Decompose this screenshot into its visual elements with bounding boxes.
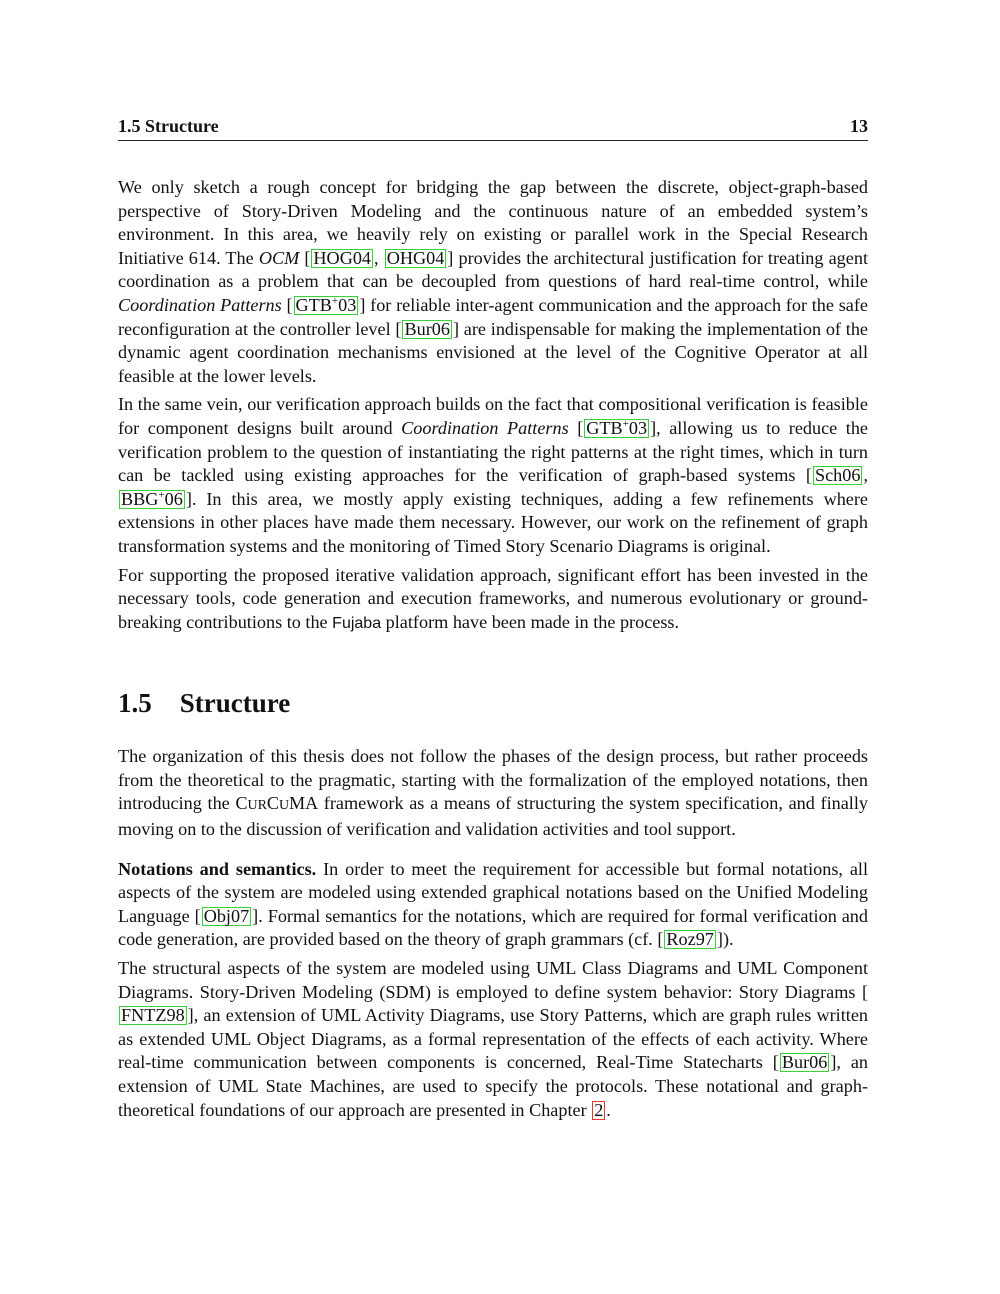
coordination-patterns-term: Coordination Patterns	[401, 417, 569, 438]
section-number: 1.5	[118, 688, 152, 719]
text: ], an extension of UML Activity Diagrams, use Story Patterns, which are graph rules written as extended UML Object Diagrams, as a formal representation of the effects of each activity. Where real-time communication between components is concerned, Real-Time Statecharts [	[118, 1005, 868, 1073]
text: In order to meet the requirement for accessible but formal notations, all aspects of the system are modeled using extended graphical notations based on the Unified Modeling Language [	[118, 858, 869, 926]
cite-text: BBG	[121, 488, 159, 509]
paragraph-1	[118, 176, 868, 388]
text: ] for reliable inter-agent communication and the approach for the safe reconfiguration at the controller level [	[118, 294, 868, 339]
cite-text: GTB	[586, 417, 623, 438]
cite-text: 03	[628, 417, 648, 438]
cite-text: 03	[338, 294, 357, 315]
page-body	[118, 176, 868, 1127]
cite-sup: +	[158, 488, 165, 501]
running-header-section: 1.5 Structure	[118, 116, 219, 136]
citation-gtb03[interactable]	[294, 296, 359, 315]
running-header	[118, 116, 868, 141]
cite-text: 06	[164, 488, 183, 509]
text: ]. In this area, we mostly apply existing techniques, adding a few refinements where extensions in other places have made them necessary. However, our work on the refinement of graph transformation systems and the monitoring of Timed Story Scenario Diagrams is original.	[118, 488, 868, 556]
text: The structural aspects of the system are modeled using UML Class Diagrams and UML Component Diagrams. Story-Driven Modeling (SDM) is employed to define system behavior: Story Diagrams [	[118, 958, 868, 1002]
citation-sch06[interactable]: Sch06	[814, 465, 861, 486]
paragraph-2	[118, 393, 868, 558]
text: In the same vein, our verification approach builds on the fact that compositional verification is feasible for component designs built around	[118, 394, 868, 438]
paragraph-5	[118, 858, 868, 952]
citation-fntz98[interactable]: FNTZ98	[121, 1005, 185, 1026]
citation-bur06[interactable]: Bur06	[781, 1052, 828, 1073]
citation-bbg06[interactable]	[119, 490, 185, 509]
text: ], an extension of UML State Machines, are used to specify the protocols. These notational and graph-theoretical foundations of our approach are presented in Chapter	[118, 1052, 868, 1120]
text: ], allowing us to reduce the verification problem to the question of instantiating the right patterns at the right times, which in turn can be tackled using existing approaches for the verification of graph-based systems [	[118, 417, 869, 486]
fujaba-name: Fujaba	[332, 614, 382, 632]
sc-letter: C	[266, 793, 279, 814]
text: framework as a means of structuring the system specification, and finally moving on to the discussion of verification and validation activities and tool support.	[118, 793, 868, 840]
section-title: Structure	[179, 688, 291, 719]
cite-sup: +	[622, 417, 629, 430]
cite-text: GTB	[295, 294, 332, 315]
text: ] provides the architectural justification for treating agent coordination as a problem that can be decoupled from questions of hard real-time control, while	[118, 247, 868, 292]
citation-ohg04[interactable]: OHG04	[386, 247, 445, 268]
sc-letter: U	[278, 798, 290, 814]
text: platform have been made in the process.	[381, 611, 680, 632]
citation-hog04[interactable]: HOG04	[313, 247, 372, 268]
text: ,	[374, 247, 384, 268]
chapter-link[interactable]: 2	[594, 1099, 604, 1120]
text: [	[299, 247, 311, 268]
curcuma-name	[235, 793, 318, 813]
text: For supporting the proposed iterative validation approach, significant effort has been invested in the necessary tools, code generation and execution frameworks, and numerous evolutionary or ground-breaking contributions to the	[118, 564, 868, 632]
page-number: 13	[850, 116, 868, 136]
text: The organization of this thesis does not follow the phases of the design process, but rather proceeds from the theoretical to the pragmatic, starting with the formalization of the employed notations, then introducing the	[118, 746, 868, 814]
text: ]).	[716, 929, 734, 950]
paragraph-3	[118, 564, 868, 636]
text: .	[606, 1099, 611, 1120]
sc-letter: MA	[289, 793, 319, 814]
citation-obj07[interactable]: Obj07	[203, 905, 250, 926]
text: ,	[863, 465, 868, 486]
ocm-term: OCM	[258, 247, 300, 268]
sc-letter: C	[235, 793, 248, 814]
citation-roz97[interactable]: Roz97	[666, 929, 714, 950]
citation-bur06[interactable]: Bur06	[404, 318, 450, 339]
sc-letter: UR	[247, 798, 267, 814]
text: [	[568, 417, 584, 438]
coordination-patterns-term: Coordination Patterns	[118, 294, 282, 315]
citation-gtb03[interactable]	[584, 419, 649, 438]
section-heading	[118, 687, 868, 719]
paragraph-6	[118, 957, 868, 1122]
text: ]. Formal semantics for the notations, which are required for formal verification and code generation, are provided based on the theory of graph grammars (cf. [	[118, 905, 868, 950]
text: We only sketch a rough concept for bridging the gap between the discrete, object-graph-based perspective of Story-Driven Modeling and the continuous nature of an embedded system’s environment. In this area, we heavily rely on existing or parallel work in the Special Research Initiative 614. The	[118, 177, 868, 268]
cite-sup: +	[331, 294, 339, 307]
paragraph-4	[118, 745, 868, 841]
text: ] are indispensable for making the implementation of the dynamic agent coordination mechanisms envisioned at the level of the Cognitive Operator at all feasible at the lower levels.	[118, 318, 868, 386]
paragraph-lead: Notations and semantics.	[118, 858, 317, 879]
text: [	[281, 294, 293, 315]
